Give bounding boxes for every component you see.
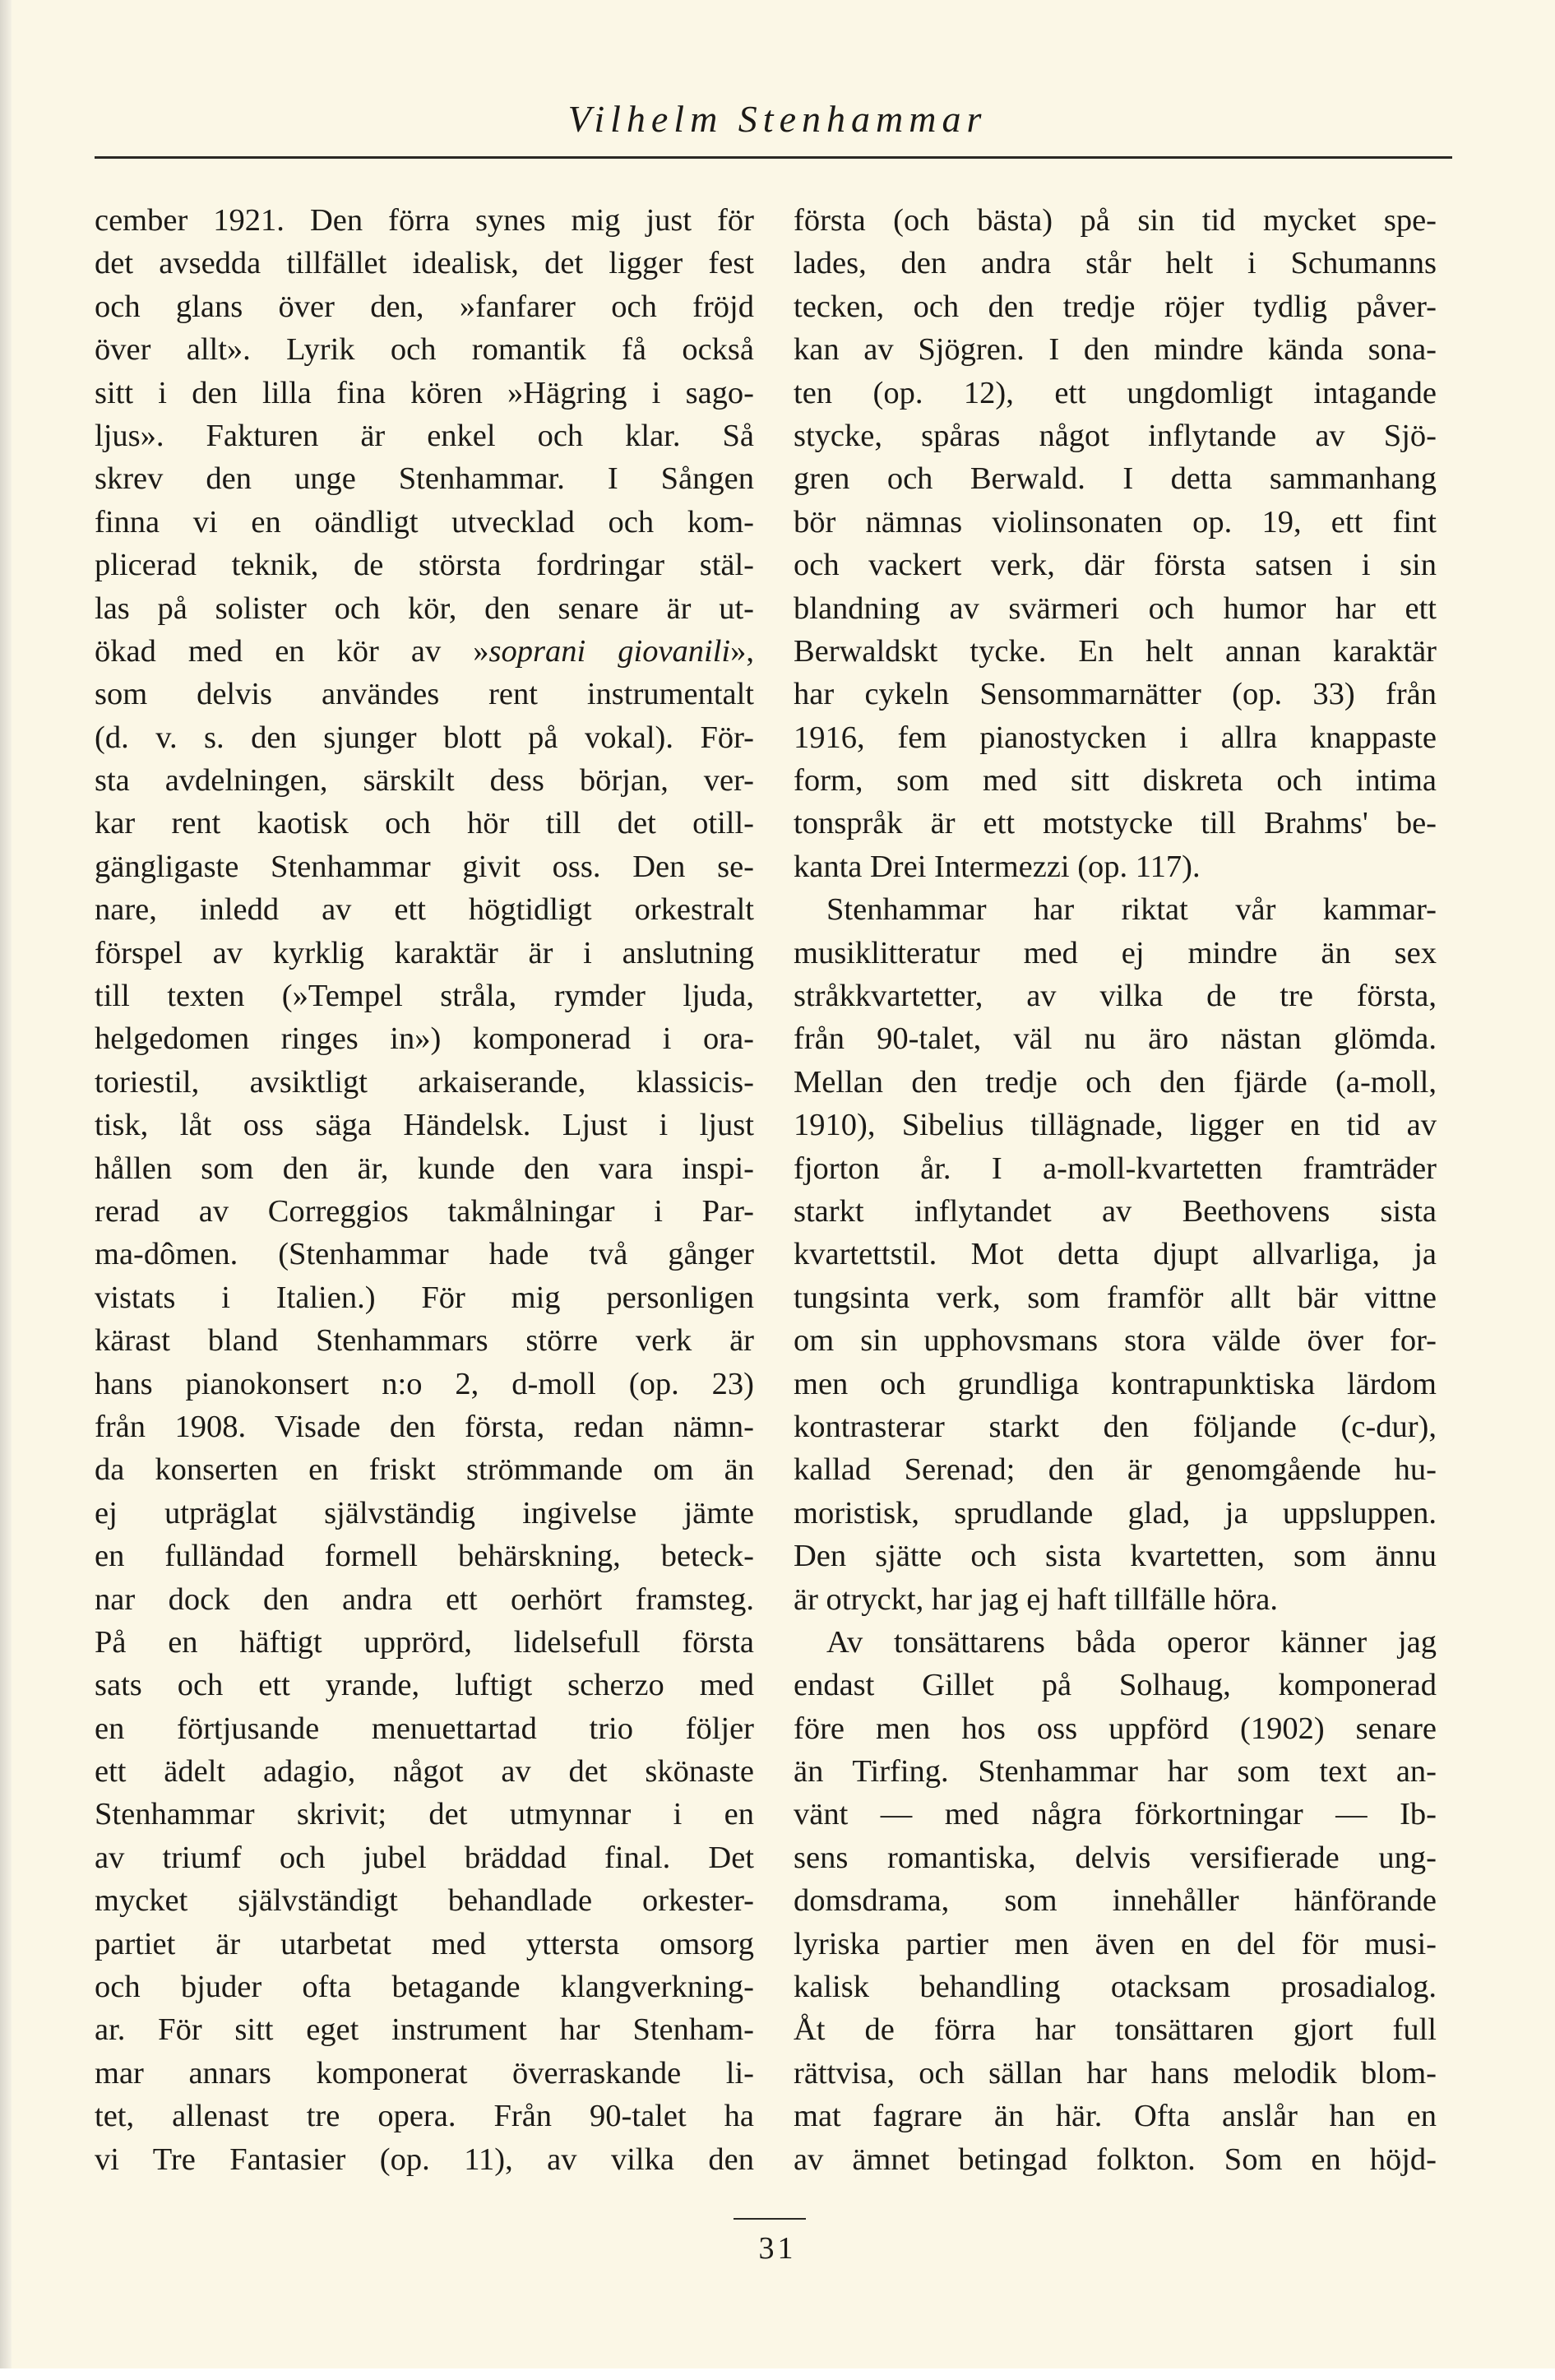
text-line: vänt — med några förkortningar — Ib- — [794, 1797, 1437, 1832]
text-line: musiklitteratur med ej mindre än sex — [794, 935, 1437, 970]
text-line: finna vi en oändligt utvecklad och kom- — [95, 504, 754, 539]
text-line: kanta Drei Intermezzi (op. 117). — [794, 849, 1201, 884]
text-line: men och grundliga kontrapunktiska lärdom — [794, 1366, 1437, 1401]
text-line: en fulländad formell behärskning, beteck- — [95, 1539, 754, 1574]
text-line: tungsinta verk, som framför allt bär vittne — [794, 1280, 1437, 1315]
text-line: har cykeln Sensommarnätter (op. 33) från — [794, 677, 1437, 712]
text-line: och bjuder ofta betagande klangverkning- — [95, 1970, 754, 2005]
text-line: ar. För sitt eget instrument har Stenham- — [95, 2012, 754, 2048]
text-line: Mellan den tredje och den fjärde (a-moll, — [794, 1064, 1437, 1100]
text-line: Av tonsättarens båda operor känner jag — [826, 1624, 1437, 1660]
text-line: stycke, spåras något inflytande av Sjö- — [794, 418, 1437, 453]
text-line: fjorton år. I a-moll-kvartetten framträder — [794, 1151, 1437, 1186]
text-line: hans pianokonsert n:o 2, d-moll (op. 23) — [95, 1366, 754, 1401]
running-header: Vilhelm Stenhammar — [567, 98, 988, 140]
text-line: från 90-talet, väl nu äro nästan glömda. — [794, 1021, 1437, 1057]
text-line: endast Gillet på Solhaug, komponerad — [794, 1668, 1437, 1703]
text-line: av triumf och jubel bräddad final. Det — [95, 1840, 754, 1875]
text-line: sta avdelningen, särskilt dess början, ver- — [95, 763, 754, 799]
text-line: kvartettstil. Mot detta djupt allvarliga, ja — [794, 1237, 1437, 1272]
text-line: las på solister och kör, den senare är ut- — [95, 590, 754, 626]
text-line: ljus». Fakturen är enkel och klar. Så — [95, 418, 754, 453]
text-line: lyriska partier men även en del för musi- — [794, 1926, 1437, 1961]
text-line: rerad av Correggios takmålningar i Par- — [95, 1193, 754, 1229]
text-line: det avsedda tillfället idealisk, det ligger fest — [95, 246, 754, 281]
text-line: kar rent kaotisk och hör till det otill- — [95, 806, 754, 841]
text-line: Stenhammar skrivit; det utmynnar i en — [95, 1797, 754, 1832]
left-column — [95, 199, 754, 2181]
page-number-rule — [734, 2218, 806, 2220]
text-line: gängligaste Stenhammar givit oss. Den se- — [95, 849, 754, 884]
text-line: form, som med sitt diskreta och intima — [794, 763, 1437, 799]
scan-edge — [0, 0, 12, 2368]
text-line: kan av Sjögren. I den mindre kända sona- — [794, 332, 1437, 368]
text-line: mar annars komponerat överraskande li- — [95, 2055, 754, 2091]
page-number: 31 — [758, 2231, 797, 2266]
scan-bottom-edge — [0, 2368, 1555, 2380]
text-line: rättvisa, och sällan har hans melodik blom- — [794, 2055, 1437, 2091]
text-line: hållen som den är, kunde den vara inspi- — [95, 1151, 754, 1186]
text-line: kärast bland Stenhammars större verk är — [95, 1323, 754, 1359]
text-line: från 1908. Visade den första, redan nämn- — [95, 1409, 754, 1444]
text-line: 1910), Sibelius tillägnade, ligger en tid av — [794, 1108, 1437, 1143]
text-line: Den sjätte och sista kvartetten, som ännu — [794, 1539, 1437, 1574]
text-line: och vackert verk, där första satsen i sin — [794, 548, 1437, 583]
text-line: Stenhammar har riktat vår kammar- — [826, 892, 1437, 928]
text-line: blandning av svärmeri och humor har ett — [794, 590, 1437, 626]
text-line: sats och ett yrande, luftigt scherzo med — [95, 1668, 754, 1703]
text-line: tecken, och den tredje röjer tydlig påver- — [794, 289, 1437, 324]
text-line: till texten (»Tempel stråla, rymder ljuda, — [95, 979, 754, 1014]
text-line: ten (op. 12), ett ungdomligt intagande — [794, 375, 1437, 410]
text-line: plicerad teknik, de största fordringar stäl- — [95, 548, 754, 583]
text-line: av ämnet betingad folkton. Som en höjd- — [794, 2142, 1437, 2177]
text-line: bör nämnas violinsonaten op. 19, ett fint — [794, 504, 1437, 539]
text-line: som delvis användes rent instrumentalt — [95, 677, 754, 712]
text-line: domsdrama, som innehåller hänförande — [794, 1883, 1437, 1919]
text-line: är otryckt, har jag ej haft tillfälle höra. — [794, 1581, 1279, 1617]
text-line: tet, allenast tre opera. Från 90-talet ha — [95, 2099, 754, 2134]
text-line: Åt de förra har tonsättaren gjort full — [794, 2012, 1437, 2048]
text-line: kallad Serenad; den är genomgående hu- — [794, 1452, 1437, 1488]
text-line: nar dock den andra ett oerhört framsteg. — [95, 1581, 754, 1617]
text-line: vi Tre Fantasier (op. 11), av vilka den — [95, 2142, 754, 2177]
text-line: tisk, låt oss säga Händelsk. Ljust i ljust — [95, 1108, 754, 1143]
text-line: nare, inledd av ett högtidligt orkestralt — [95, 892, 754, 928]
text-line: sitt i den lilla fina kören »Hägring i sago- — [95, 375, 754, 410]
text-line: mat fagrare än här. Ofta anslår han en — [794, 2099, 1437, 2134]
text-line: över allt». Lyrik och romantik få också — [95, 332, 754, 368]
text-line: första (och bästa) på sin tid mycket spe- — [794, 203, 1437, 238]
text-line: lades, den andra står helt i Schumanns — [794, 246, 1437, 281]
text-line: kalisk behandling otacksam prosadialog. — [794, 1970, 1437, 2005]
text-line: ökad med en kör av »soprani giovanili», — [95, 633, 754, 669]
text-line: och glans över den, »fanfarer och fröjd — [95, 289, 754, 324]
text-line: ma-dômen. (Stenhammar hade två gånger — [95, 1237, 754, 1272]
text-line: stråkkvartetter, av vilka de tre första, — [794, 979, 1437, 1014]
text-line: skrev den unge Stenhammar. I Sången — [95, 461, 754, 497]
text-line: mycket självständigt behandlade orkester- — [95, 1883, 754, 1919]
text-line: förspel av kyrklig karaktär är i anslutning — [95, 935, 754, 970]
text-line: partiet är utarbetat med yttersta omsorg — [95, 1926, 754, 1961]
text-line: cember 1921. Den förra synes mig just för — [95, 203, 754, 238]
text-line: starkt inflytandet av Beethovens sista — [794, 1193, 1437, 1229]
text-line: 1916, fem pianostycken i allra knappaste — [794, 720, 1437, 755]
text-line: (d. v. s. den sjunger blott på vokal). För- — [95, 720, 754, 755]
text-line: före men hos oss uppförd (1902) senare — [794, 1711, 1437, 1746]
text-line: da konserten en friskt strömmande om än — [95, 1452, 754, 1488]
text-line: Berwaldskt tycke. En helt annan karaktär — [794, 633, 1437, 669]
text-line: ej utpräglat självständig ingivelse jämte — [95, 1495, 754, 1530]
text-line: en förtjusande menuettartad trio följer — [95, 1711, 754, 1746]
text-line: gren och Berwald. I detta sammanhang — [794, 461, 1437, 497]
text-line: moristisk, sprudlande glad, ja uppsluppen. — [794, 1495, 1437, 1530]
header-rule — [95, 156, 1452, 159]
text-line: tonspråk är ett motstycke till Brahms' be- — [794, 806, 1437, 841]
text-line: vistats i Italien.) För mig personligen — [95, 1280, 754, 1315]
text-line: sens romantiska, delvis versifierade ung- — [794, 1840, 1437, 1875]
text-line: helgedomen ringes in») komponerad i ora- — [95, 1021, 754, 1057]
right-column — [794, 199, 1437, 2181]
text-line: om sin upphovsmans stora välde över for- — [794, 1323, 1437, 1359]
text-line: än Tirfing. Stenhammar har som text an- — [794, 1754, 1437, 1790]
text-line: ett ädelt adagio, något av det skönaste — [95, 1754, 754, 1790]
text-line: kontrasterar starkt den följande (c-dur), — [794, 1409, 1437, 1444]
italic-phrase: soprani giovanili — [488, 633, 731, 669]
text-line: toriestil, avsiktligt arkaiserande, klassicis- — [95, 1064, 754, 1100]
text-line: På en häftigt upprörd, lidelsefull första — [95, 1624, 754, 1660]
